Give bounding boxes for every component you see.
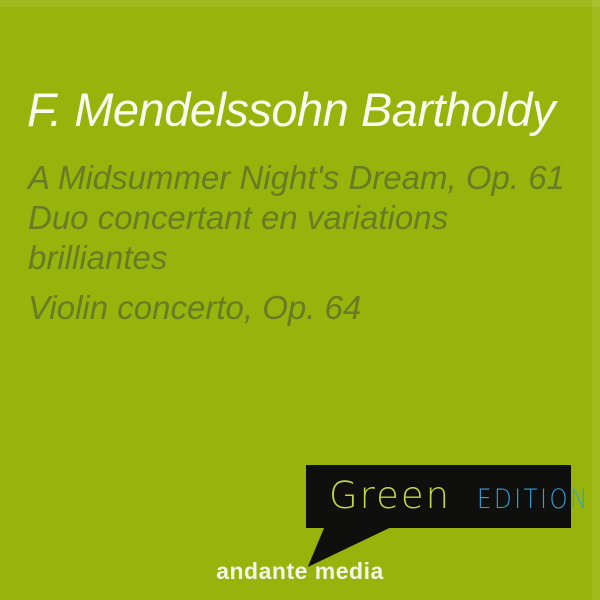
publisher-logo: andante media bbox=[216, 558, 384, 584]
work-list bbox=[28, 158, 565, 328]
work-title-violin-concerto: Violin concerto, Op. 64 bbox=[28, 289, 362, 326]
right-edge-band bbox=[592, 0, 600, 600]
work-title-duo-line1: Duo concertant en variations bbox=[28, 199, 449, 236]
work-title-midsummer: A Midsummer Night's Dream, Op. 61 bbox=[28, 159, 565, 196]
top-edge-band bbox=[0, 0, 600, 7]
green-edition-badge bbox=[306, 465, 590, 528]
badge-word-green: Green bbox=[329, 474, 452, 517]
badge-word-edition: EDITION bbox=[477, 484, 590, 515]
work-title-duo-line2: brilliantes bbox=[28, 239, 168, 276]
work-list-spacer bbox=[28, 278, 565, 288]
composer-title: F. Mendelssohn Bartholdy bbox=[27, 83, 555, 136]
